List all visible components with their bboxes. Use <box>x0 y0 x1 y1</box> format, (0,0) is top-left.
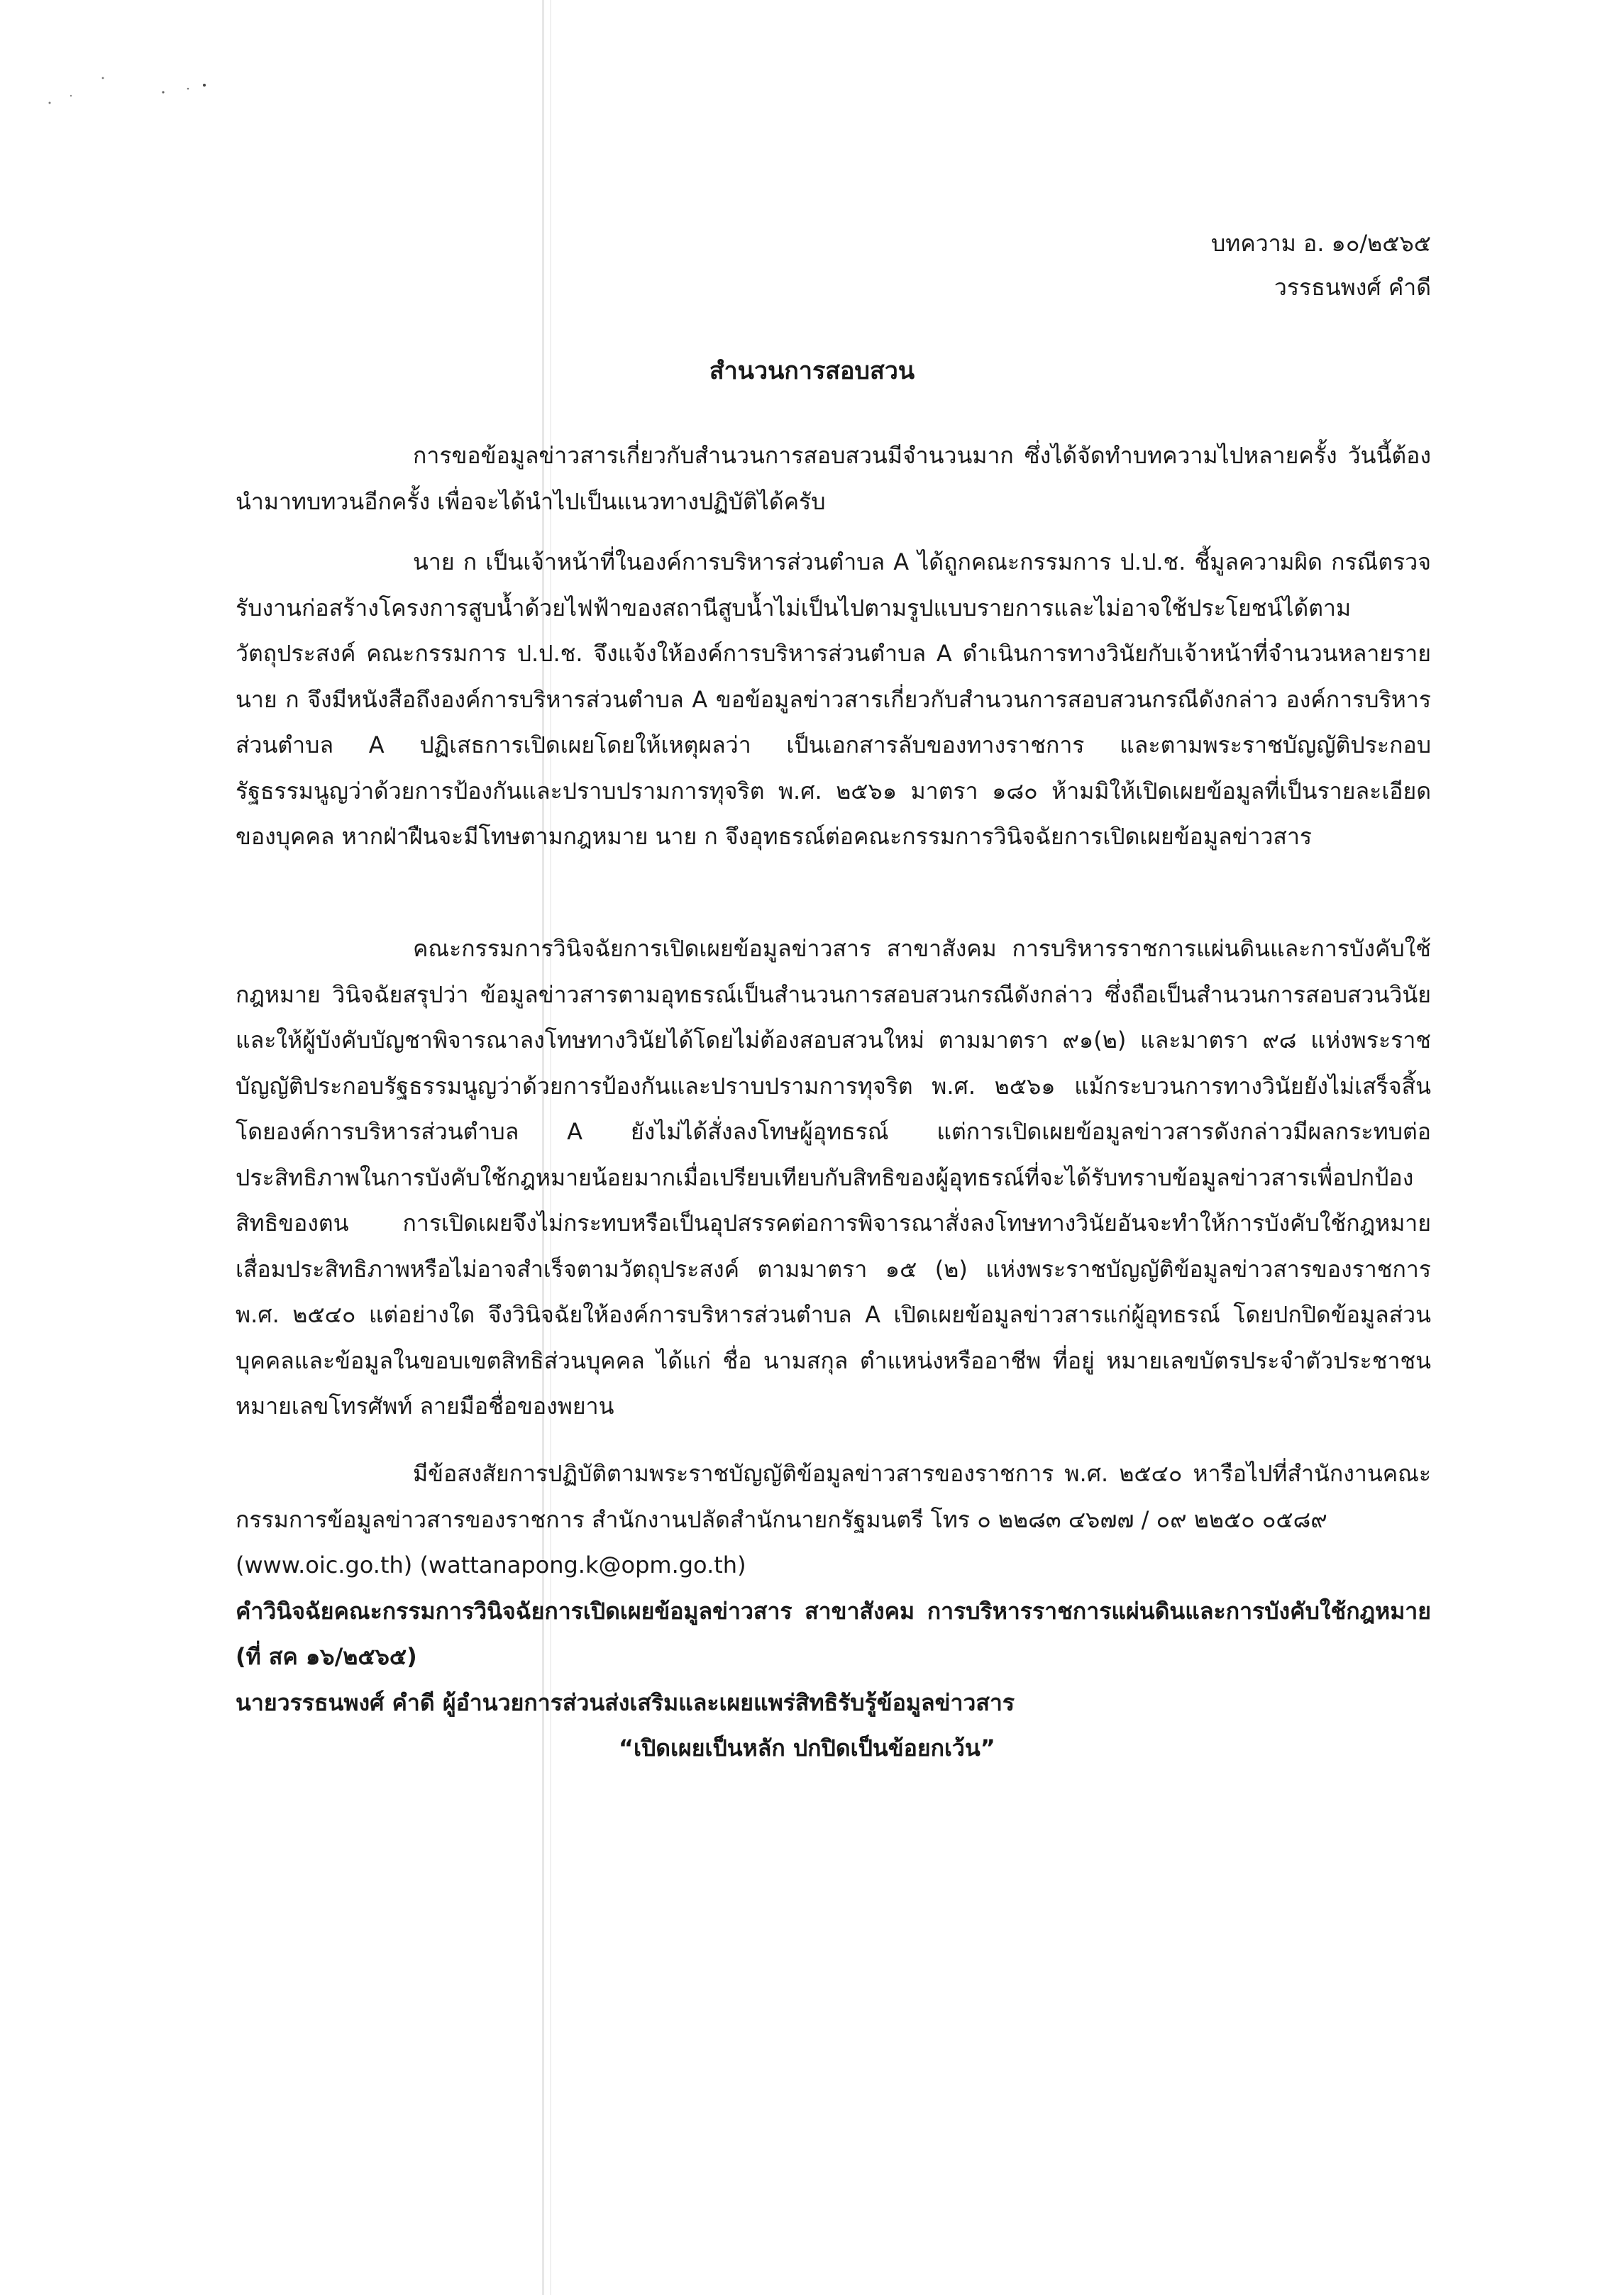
paragraph-4: มีข้อสงสัยการปฏิบัติตามพระราชบัญญัติข้อมูลข่าวสารของราชการ พ.ศ. ๒๕๔๐ หารือไปที่สำนักงานคณะกรรมการข้อมูลข่าวสารของราชการ สำนักงานปลัดสำนักนายกรัฐมนตรี โทร ๐ ๒๒๘๓ ๔๖๗๗ / ๐๙ ๒๒๕๐ ๐๕๘๙ <box>236 1460 1431 1533</box>
motto-line: “เปิดเผยเป็นหลัก ปกปิดเป็นข้อยกเว้น” <box>619 1735 995 1762</box>
signer-line: นายวรรธนพงศ์ คำดี ผู้อำนวยการส่วนส่งเสริมและเผยแพร่สิทธิรับรู้ข้อมูลข่าวสาร <box>236 1688 1015 1716</box>
paragraph-decision <box>236 926 1431 1448</box>
contact-line <box>236 1542 1431 1588</box>
paragraph-facts <box>236 539 1431 878</box>
paragraph-intro <box>236 433 1431 543</box>
author-name: วรรธนพงศ์ คำดี <box>1274 274 1431 301</box>
contact-section <box>236 1451 1431 1771</box>
document-title: สำนวนการสอบสวน <box>709 357 915 385</box>
document-header <box>1211 221 1431 309</box>
paragraph-1: การขอข้อมูลข่าวสารเกี่ยวกับสำนวนการสอบสวนมีจำนวนมาก ซึ่งได้จัดทำบทความไปหลายครั้ง วันนี้ต้องนำมาทบทวนอีกครั้ง เพื่อจะได้นำไปเป็นแนวทางปฏิบัติได้ครับ <box>236 442 1431 515</box>
scan-dust-specks <box>43 67 213 110</box>
website-link[interactable]: (www.oic.go.th) <box>236 1552 413 1578</box>
email-link[interactable]: (wattanapong.k@opm.go.th) <box>419 1552 746 1578</box>
article-number: บทความ อ. ๑๐/๒๕๖๕ <box>1210 230 1431 257</box>
ruling-reference: คำวินิจฉัยคณะกรรมการวินิจฉัยการเปิดเผยข้อมูลข่าวสาร สาขาสังคม การบริหารราชการแผ่นดินและการบังคับใช้กฎหมาย (ที่ สค ๑๖/๒๕๖๕) <box>236 1597 1431 1670</box>
paragraph-3: คณะกรรมการวินิจฉัยการเปิดเผยข้อมูลข่าวสาร สาขาสังคม การบริหารราชการแผ่นดินและการบังคับใช้กฎหมาย วินิจฉัยสรุปว่า ข้อมูลข่าวสารตามอุทธรณ์เป็นสำนวนการสอบสวนกรณีดังกล่าว ซึ่งถือเป็นสำนวนการสอบสวนวินัยและให้ผู้บังคับบัญชาพิจารณาลงโทษทางวินัยได้โดยไม่ต้องสอบสวนใหม่ ตามมาตรา ๙๑(๒) และมาตรา ๙๘ แห่งพระราชบัญญัติประกอบรัฐธรรมนูญว่าด้วยการป้องกันและปราบปรามการทุจริต พ.ศ. ๒๕๖๑ แม้กระบวนการทางวินัยยังไม่เสร็จสิ้นโดยองค์การบริหารส่วนตำบล A ยังไม่ได้สั่งลงโทษผู้อุทธรณ์ แต่การเปิดเผยข้อมูลข่าวสารดังกล่าวมีผลกระทบต่อประสิทธิภาพในการบังคับใช้กฎหมายน้อยมากเมื่อเปรียบเทียบกับสิทธิของผู้อุทธรณ์ที่จะได้รับทราบข้อมูลข่าวสารเพื่อปกป้องสิทธิของตน การเปิดเผยจึงไม่กระทบหรือเป็นอุปสรรคต่อการพิจารณาสั่งลงโทษทางวินัยอันจะทำให้การบังคับใช้กฎหมายเสื่อมประสิทธิภาพหรือไม่อาจสำเร็จตามวัตถุประสงค์ ตามมาตรา ๑๕ (๒) แห่งพระราชบัญญัติข้อมูลข่าวสารของราชการ พ.ศ. ๒๕๔๐ แต่อย่างใด จึงวินิจฉัยให้องค์การบริหารส่วนตำบล A เปิดเผยข้อมูลข่าวสารแก่ผู้อุทธรณ์ โดยปกปิดข้อมูลส่วนบุคคลและข้อมูลในขอบเขตสิทธิส่วนบุคคล ได้แก่ ชื่อ นามสกุล ตำแหน่งหรืออาชีพ ที่อยู่ หมายเลขบัตรประจำตัวประชาชน หมายเลขโทรศัพท์ ลายมือชื่อของพยาน <box>236 935 1431 1420</box>
paragraph-2: นาย ก เป็นเจ้าหน้าที่ในองค์การบริหารส่วนตำบล A ได้ถูกคณะกรรมการ ป.ป.ช. ชี้มูลความผิด กรณีตรวจรับงานก่อสร้างโครงการสูบน้ำด้วยไฟฟ้าของสถานีสูบน้ำไม่เป็นไปตามรูปแบบรายการและไม่อาจใช้ประโยชน์ได้ตามวัตถุประสงค์ คณะกรรมการ ป.ป.ช. จึงแจ้งให้องค์การบริหารส่วนตำบล A ดำเนินการทางวินัยกับเจ้าหน้าที่จำนวนหลายราย นาย ก จึงมีหนังสือถึงองค์การบริหารส่วนตำบล A ขอข้อมูลข่าวสารเกี่ยวกับสำนวนการสอบสวนกรณีดังกล่าว องค์การบริหารส่วนตำบล A ปฏิเสธการเปิดเผยโดยให้เหตุผลว่า เป็นเอกสารลับของทางราชการ และตามพระราชบัญญัติประกอบรัฐธรรมนูญว่าด้วยการป้องกันและปราบปรามการทุจริต พ.ศ. ๒๕๖๑ มาตรา ๑๘๐ ห้ามมิให้เปิดเผยข้อมูลที่เป็นรายละเอียดของบุคคล หากฝ่าฝืนจะมีโทษตามกฎหมาย นาย ก จึงอุทธรณ์ต่อคณะกรรมการวินิจฉัยการเปิดเผยข้อมูลข่าวสาร <box>236 548 1432 850</box>
